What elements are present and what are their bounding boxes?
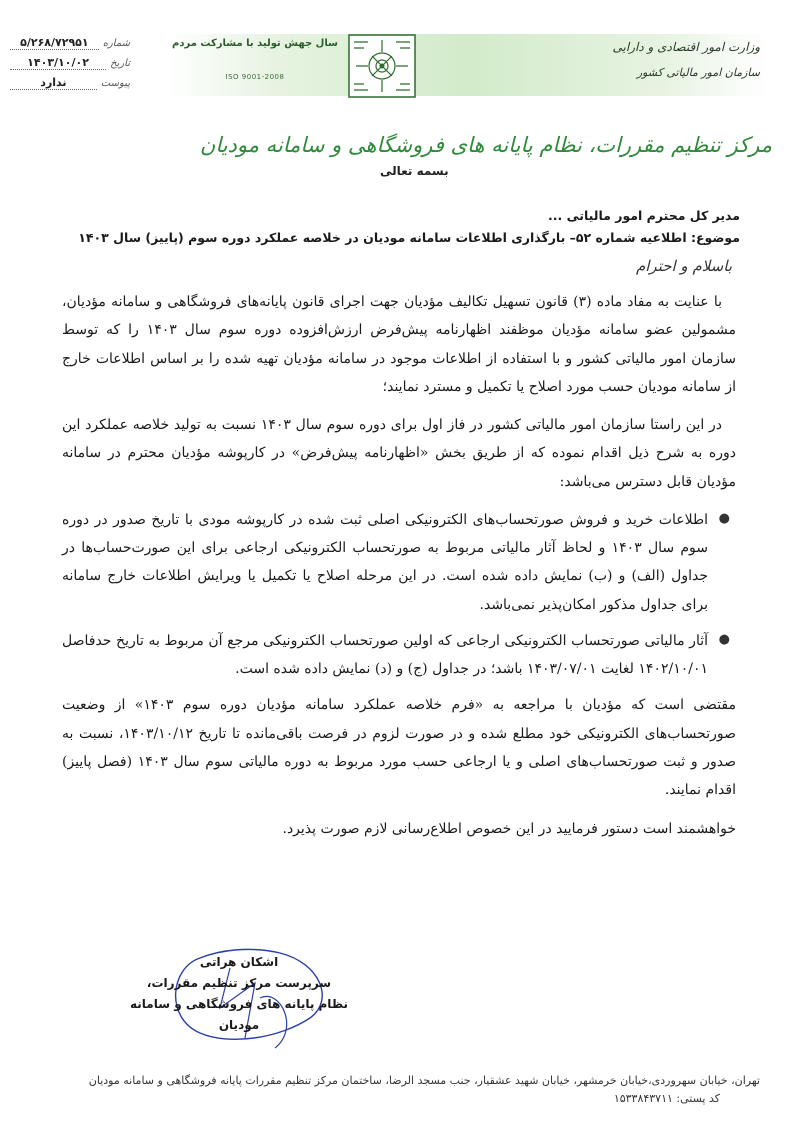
meta-attachment-label: پیوست [100,78,130,89]
footer-address: تهران، خیابان سهروردی،خیابان خرمشهر، خیابان شهید عشقیار، جنب مسجد الرضا، ساختمان مرکز تنظیم مقررات پایانه فروشگاهی و سامانه مودیان [88,1074,760,1087]
bullet-item-1 [62,506,730,619]
signatory-title-1: سرپرست مرکز تنظیم مقررات، [146,976,332,990]
tax-organization-emblem-icon [348,34,416,98]
bullet-dot-icon: ● [718,631,730,647]
signature-block [128,952,350,1036]
subject-line: موضوع: اطلاعیه شماره ۵۲– بارگذاری اطلاعات سامانه مودیان در خلاصه عملکرد دوره سوم (پاییز) سال ۱۴۰۳ [78,230,740,245]
meta-number-label: شماره [102,38,130,49]
signatory-title-2: نظام پایانه های فروشگاهی و سامانه مودیان [129,997,349,1032]
iso-certification: ISO 9001-2008 [225,73,285,81]
body-paragraph-4: خواهشمند است دستور فرمایید در این خصوص اطلاع‌رسانی لازم صورت پذیرد. [282,820,736,837]
footer-postal-code: کد پستی: ۱۵۳۳۸۴۳۷۱۱ [613,1091,720,1105]
body-paragraph-3: مقتضی است که مؤدیان با مراجعه به «فرم خلاصه عملکرد سامانه مؤدیان دوره سوم ۱۴۰۳» از وضعیت صورتحساب‌های الکترونیکی خود مطلع شده و در صورت لزوم در فرصت باقی‌مانده تا تاریخ ۱۴۰۳/۱۰/۱۲، نسبت به صدور و ثبت صورتحساب‌های اصلی و یا ارجاعی حسب مورد مربوط به دوره مالیاتی سوم سال ۱۴۰۳ (فصل پاییز) اقدام نمایند. [62,697,737,799]
meta-number [10,36,130,50]
addressee: مدیر کل محترم امور مالیاتی ... [548,208,740,223]
center-title: مرکز تنظیم مقررات، نظام پایانه های فروشگاهی و سامانه مودیان [199,133,772,157]
letter-body [62,288,736,853]
bullet-dot-icon: ● [718,510,730,526]
bismillah: بسمه تعالی [380,164,449,178]
slogan-box [170,38,340,81]
meta-date-value: ۱۴۰۳/۱۰/۰۲ [10,56,106,70]
bullet-list [62,506,736,684]
signatory-name: اشکان هراتی [199,955,279,969]
meta-attachment-value: ندارد [10,76,97,90]
letter-meta [10,36,130,96]
bullet-item-2 [62,627,730,684]
meta-date [10,56,130,70]
body-paragraph-2: در این راستا سازمان امور مالیاتی کشور در فاز اول برای دوره سوم سال ۱۴۰۳ نسبت به تولید خلاصه عملکرد این دوره به شرح ذیل اقدام نموده که از طریق بخش «اظهارنامه پیش‌فرض» در کارپوشه مؤدیان محترم در سامانه مؤدیان قابل دسترس می‌باشد: [62,417,736,490]
meta-date-label: تاریخ [110,58,130,69]
bullet-item-1-text: اطلاعات خرید و فروش صورتحساب‌های الکترونیکی اصلی ثبت شده در کارپوشه مودی با تاریخ صدور در دوره سوم سال ۱۴۰۳ و لحاظ آثار مالیاتی مربوط به صورتحساب الکترونیکی ارجاعی برای این صورت‌حساب‌ها در جداول (الف) و (ب) نمایش داده شده است. در این مرحله اصلاح یا تکمیل یا ویرایش اطلاعات خارج سامانه برای جداول مذکور امکان‌پذیر نمی‌باشد. [62,511,708,613]
meta-number-value: ۵/۲۶۸/۷۲۹۵۱ [10,36,99,50]
greeting: باسلام و احترام [635,257,732,275]
meta-attachment [10,76,130,90]
ministry-block [613,40,760,79]
footer [40,1072,760,1107]
organization-name: سازمان امور مالیاتی کشور [636,66,760,79]
year-slogan: سال جهش تولید با مشارکت مردم [172,38,338,49]
body-paragraph-1: با عنایت به مفاد ماده (۳) قانون تسهیل تکالیف مؤدیان جهت اجرای قانون پایانه‌های فروشگاهی و سامانه مؤدیان، مشمولین عضو سامانه مؤدیان موظفند اظهارنامه پیش‌فرض ارزش‌افزوده دوره سوم سال ۱۴۰۳ را که توسط سازمان امور مالیاتی کشور و با استفاده از اطلاعات موجود در سامانه مؤدیان تهیه شده را بر اساس اطلاعات خارج از سامانه مودیان حسب مورد اصلاح یا تکمیل و مسترد نمایند؛ [62,294,736,395]
bullet-item-2-text: آثار مالیاتی صورتحساب الکترونیکی ارجاعی که اولین صورتحساب الکترونیکی مرجع آن مربوط به تاریخ حدفاصل ۱۴۰۲/۱۰/۰۱ لغایت ۱۴۰۳/۰۷/۰۱ باشد؛ در جداول (ج) و (د) نمایش داده شده است. [62,632,708,678]
ministry-name: وزارت امور اقتصادی و دارایی [612,40,760,54]
